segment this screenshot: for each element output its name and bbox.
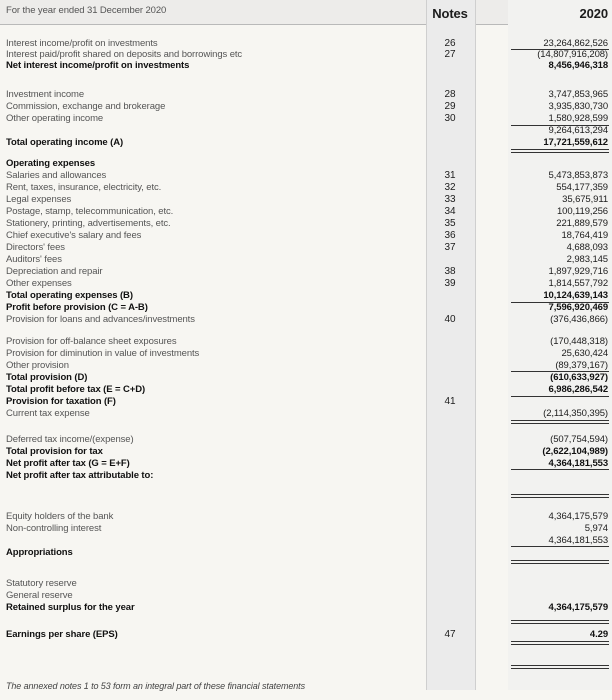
row-label: Provision for taxation (F): [6, 396, 116, 407]
row-label: Depreciation and repair: [6, 266, 103, 277]
row-label: Deferred tax income/(expense): [6, 434, 134, 445]
row-label: Profit before provision (C = A-B): [6, 302, 148, 313]
row-value: 35,675,911: [562, 194, 608, 205]
row-value: 4,364,175,579: [548, 511, 608, 522]
row-value: 554,177,359: [556, 182, 608, 193]
row-value: (89,379,167): [555, 360, 608, 371]
row-label: Appropriations: [6, 547, 73, 558]
row-value: 5,473,853,873: [548, 170, 608, 181]
subtotal-rule: [511, 302, 609, 303]
row-label: Net interest income/profit on investments: [6, 60, 190, 71]
row-value: 1,897,929,716: [548, 266, 608, 277]
footer-note: The annexed notes 1 to 53 form an integral part of these financial statements: [6, 681, 305, 691]
row-label: Directors' fees: [6, 242, 65, 253]
row-label: Auditors' fees: [6, 254, 62, 265]
row-label: Provision for off-balance sheet exposures: [6, 336, 177, 347]
row-note: 35: [444, 218, 456, 229]
row-label: Salaries and allowances: [6, 170, 107, 181]
row-value: 2,983,145: [566, 254, 608, 265]
row-label: Rent, taxes, insurance, electricity, etc.: [6, 182, 162, 193]
row-value: 3,935,830,730: [548, 101, 608, 112]
total-double-rule: [511, 494, 609, 498]
row-label: Equity holders of the bank: [6, 511, 114, 522]
row-value: (170,448,318): [550, 336, 608, 347]
row-note: 31: [444, 170, 456, 181]
row-value: 221,889,579: [556, 218, 608, 229]
row-label: Investment income: [6, 89, 85, 100]
subtotal-rule: [511, 371, 609, 372]
row-note: 36: [444, 230, 456, 241]
row-value: 9,264,613,294: [548, 125, 608, 136]
row-value: 4,364,175,579: [548, 602, 608, 613]
row-value: 23,264,862,526: [543, 38, 608, 49]
total-double-rule: [511, 560, 609, 564]
row-label: Earnings per share (EPS): [6, 629, 118, 640]
row-note: 47: [444, 629, 456, 640]
row-label: Net profit after tax (G = E+F): [6, 458, 130, 469]
row-value: 8,456,946,318: [548, 60, 608, 71]
row-label: Total provision for tax: [6, 446, 103, 457]
subtotal-rule: [511, 546, 609, 547]
row-label: Statutory reserve: [6, 578, 77, 589]
row-label: Non-controlling interest: [6, 523, 102, 534]
row-label: Interest paid/profit shared on deposits and borrowings etc: [6, 49, 243, 60]
total-double-rule: [511, 620, 609, 624]
total-double-rule: [511, 665, 609, 669]
total-double-rule: [511, 420, 609, 424]
row-note: 34: [444, 206, 456, 217]
row-note: 37: [444, 242, 456, 253]
row-value: (507,754,594): [550, 434, 608, 445]
row-value: (376,436,866): [550, 314, 608, 325]
row-label: Other expenses: [6, 278, 72, 289]
row-label: Interest income/profit on investments: [6, 38, 158, 49]
row-value: 10,124,639,143: [543, 290, 608, 301]
row-label: Other provision: [6, 360, 69, 371]
row-value: 25,630,424: [561, 348, 608, 359]
row-label: Other operating income: [6, 113, 104, 124]
row-label: Chief executive's salary and fees: [6, 230, 142, 241]
row-note: 26: [444, 38, 456, 49]
row-value: 4,688,093: [566, 242, 608, 253]
row-note: 41: [444, 396, 456, 407]
row-value: 17,721,559,612: [543, 137, 608, 148]
row-value: (2,622,104,989): [542, 446, 608, 457]
notes-header: Notes: [432, 6, 468, 21]
row-note: 27: [444, 49, 456, 60]
row-label: Total profit before tax (E = C+D): [6, 384, 146, 395]
row-value: 4.29: [589, 629, 608, 640]
row-value: 4,364,181,553: [548, 458, 608, 469]
row-label: Total operating income (A): [6, 137, 124, 148]
row-value: (14,807,916,208): [537, 49, 608, 60]
row-label: Provision for loans and advances/investments: [6, 314, 195, 325]
row-note: 33: [444, 194, 456, 205]
year-header: 2020: [579, 6, 608, 21]
row-label: Total provision (D): [6, 372, 88, 383]
row-label: Stationery, printing, advertisements, etc.: [6, 218, 171, 229]
row-value: 18,764,419: [561, 230, 608, 241]
row-value: (2,114,350,395): [543, 408, 608, 419]
row-note: 39: [444, 278, 456, 289]
subtotal-rule: [511, 469, 609, 470]
period-label: For the year ended 31 December 2020: [6, 5, 167, 16]
row-label: Net profit after tax attributable to:: [6, 470, 154, 481]
row-note: 38: [444, 266, 456, 277]
row-value: 1,580,928,599: [548, 113, 608, 124]
row-label: Total operating expenses (B): [6, 290, 133, 301]
row-note: 40: [444, 314, 456, 325]
row-note: 30: [444, 113, 456, 124]
row-note: 29: [444, 101, 456, 112]
subtotal-rule: [511, 396, 609, 397]
subtotal-rule: [511, 49, 609, 50]
row-value: 3,747,853,965: [548, 89, 608, 100]
row-label: Legal expenses: [6, 194, 72, 205]
row-label: Operating expenses: [6, 158, 96, 169]
row-note: 28: [444, 89, 456, 100]
row-value: 6,986,286,542: [548, 384, 608, 395]
row-value: (610,633,927): [550, 372, 608, 383]
row-label: General reserve: [6, 590, 73, 601]
row-label: Provision for diminution in value of investments: [6, 348, 200, 359]
row-value: 100,119,256: [556, 206, 608, 217]
row-label: Commission, exchange and brokerage: [6, 101, 166, 112]
row-label: Retained surplus for the year: [6, 602, 135, 613]
row-label: Current tax expense: [6, 408, 90, 419]
row-value: 7,596,920,469: [548, 302, 608, 313]
subtotal-rule: [511, 125, 609, 126]
total-double-rule: [511, 641, 609, 645]
row-value: 1,814,557,792: [548, 278, 608, 289]
row-note: 32: [444, 182, 456, 193]
total-double-rule: [511, 149, 609, 153]
row-value: 4,364,181,553: [548, 535, 608, 546]
row-value: 5,974: [584, 523, 608, 534]
row-label: Postage, stamp, telecommunication, etc.: [6, 206, 174, 217]
